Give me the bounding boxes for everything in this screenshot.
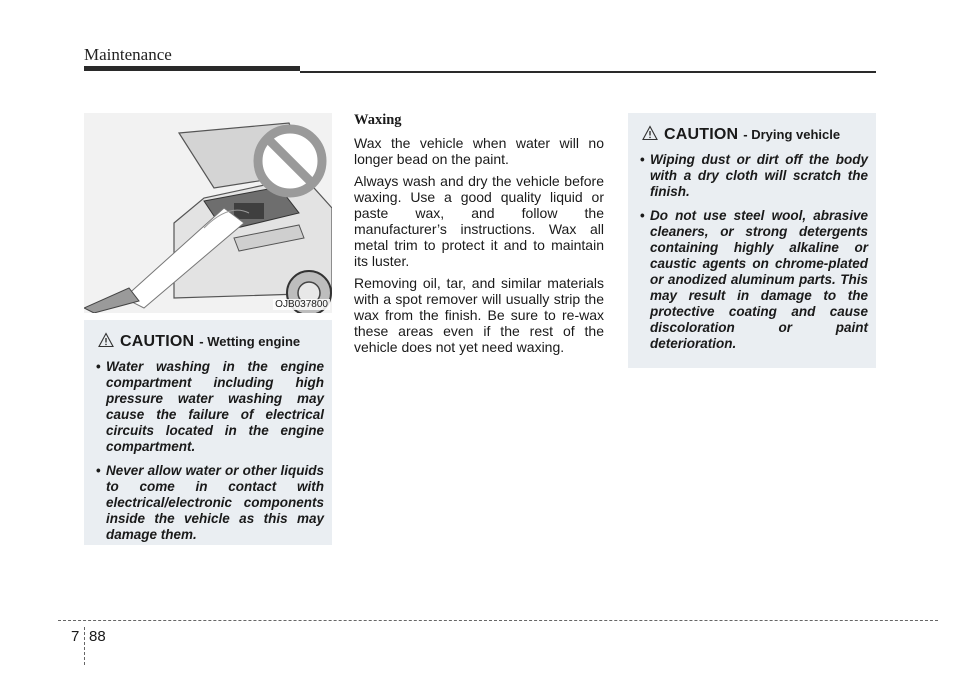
caution-item: • Do not use steel wool, abrasive cleaners, or strong detergents containing highly alkaline or caustic agents on chrome-plated or anodized aluminum parts. This may result in damage to the protective coating and cause discoloration or paint deterioration. [636,208,868,352]
waxing-heading: Waxing [354,112,402,128]
footer-rule [58,620,938,621]
caution-drying-vehicle [628,113,876,368]
caution-item: • Never allow water or other liquids to come in contact with electrical/electronic components inside the vehicle as this may damage them. [92,463,324,543]
figure-code: OJB037800 [275,299,328,310]
waxing-paragraph: Removing oil, tar, and similar materials with a spot remover will usually strip the wax from the finish. Be sure to re-wax these areas even if the rest of the vehicle does not yet need waxing. [354,275,604,355]
caution-subtitle: - Wetting engine [199,334,301,349]
header-rule [300,71,876,73]
caution-list [92,359,324,543]
caution-label: CAUTION [664,126,739,143]
engine-wash-illustration [84,113,332,313]
warning-triangle-icon [98,332,114,348]
caution-label: CAUTION [120,333,195,350]
page-number: 88 [89,628,106,645]
waxing-paragraph: Wax the vehicle when water will no longer bead on the paint. [354,135,604,167]
caution-list [636,152,868,352]
header-bar [84,66,300,71]
section-title: Maintenance [84,45,172,64]
chapter-number: 7 [71,628,80,645]
car-hood-open-image [84,113,332,313]
caution-wetting-engine [84,320,332,545]
warning-triangle-icon [642,125,658,141]
caution-item: • Water washing in the engine compartment including high pressure water washing may cause the failure of electrical circuits located in the engine compartment. [92,359,324,455]
footer-divider [84,627,85,665]
waxing-paragraph: Always wash and dry the vehicle before waxing. Use a good quality liquid or paste wax, and follow the manufacturer’s instructions. Wax all metal trim to protect it and to maintain its luster. [354,173,604,269]
caution-item: • Wiping dust or dirt off the body with a dry cloth will scratch the finish. [636,152,868,200]
caution-subtitle: - Drying vehicle [743,127,841,142]
waxing-section [354,112,604,361]
caution-header [92,330,324,351]
caution-header [636,123,868,144]
